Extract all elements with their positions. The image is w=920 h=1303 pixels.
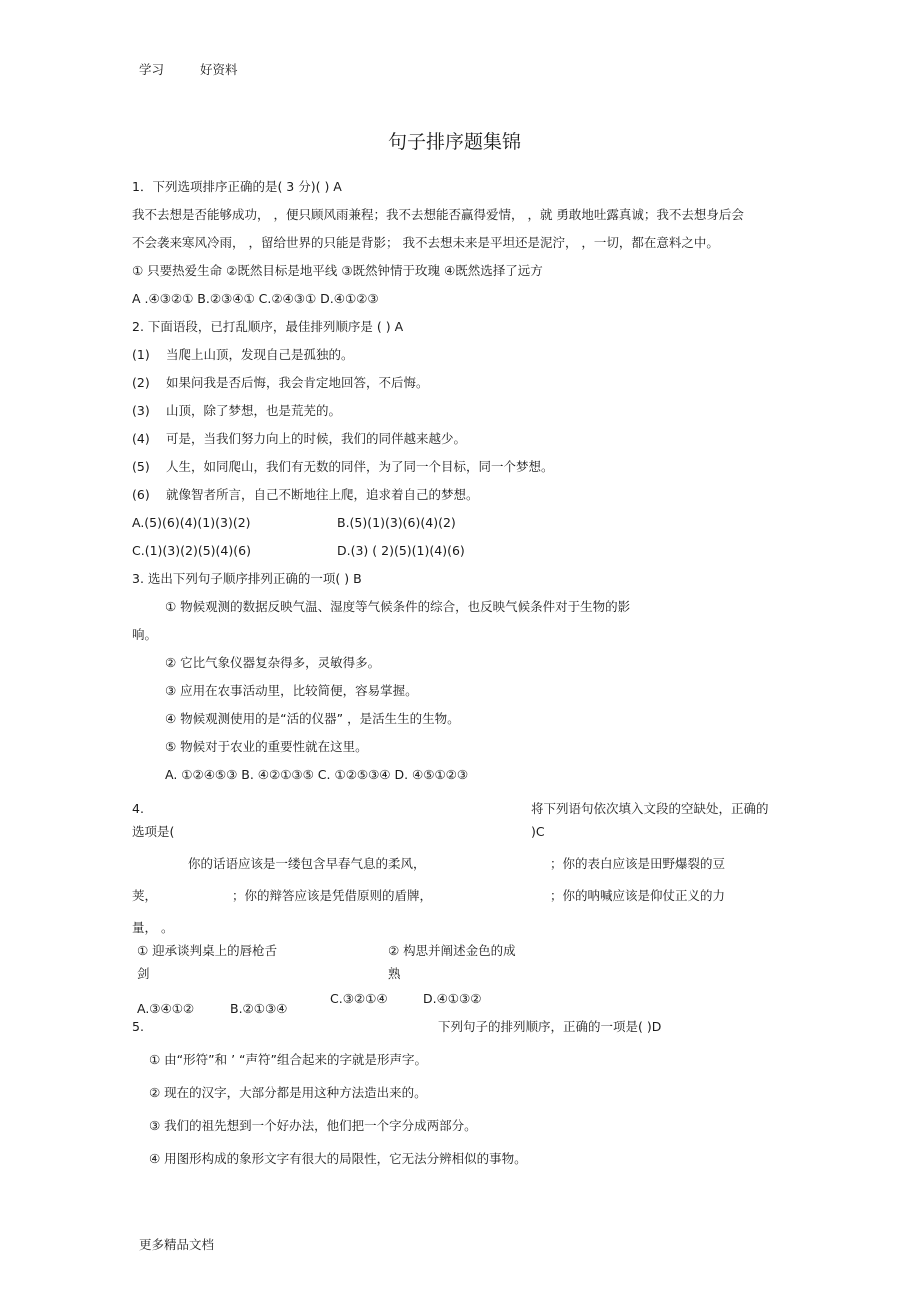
q4-item-1-cont: 剑 [137,966,150,981]
q2-item-text: 人生，如同爬山，我们有无数的同伴，为了同一个目标，同一个梦想。 [166,459,554,474]
q2-item-text: 山顶，除了梦想，也是荒芜的。 [166,403,342,418]
header-left: 学习 [139,62,165,77]
q2-option-d: D.(3) ( 2)(5)(1)(4)(6) [337,543,465,558]
q3-item-5: ⑤ 物候对于农业的重要性就在这里。 [165,739,368,754]
q2-stem: 2. 下面语段，已打乱顺序，最佳排列顺序是 ( ) A [132,319,404,334]
q4-item-2: ② 构思并阐述金色的成 [388,943,516,958]
q2-item-text: 就像智者所言，自己不断地往上爬，追求着自己的梦想。 [166,487,479,502]
q4-passage-part: ；你的辩答应该是凭借原则的盾牌， [232,888,433,903]
q3-item-3: ③ 应用在农事活动里，比较简便，容易掌握。 [165,683,418,698]
page-title: 句子排序题集锦 [388,131,522,153]
q1-stem: 1．下列选项排序正确的是( 3 分)( ) A [132,179,342,194]
footer-text: 更多精品文档 [139,1237,215,1252]
q5-item-2: ② 现在的汉字，大部分都是用这种方法造出来的。 [149,1085,427,1100]
q2-item-text: 如果问我是否后悔，我会肯定地回答，不后悔。 [166,375,429,390]
q3-stem: 3. 选出下列句子顺序排列正确的一项( ) B [132,571,362,586]
q4-passage-part: 荚， [132,888,158,903]
q4-answer: )C [531,824,545,839]
q2-item-text: 可是，当我们努力向上的时候，我们的同伴越来越少。 [166,431,467,446]
q4-passage-part: 量， 。 [132,920,174,935]
q5-number: 5. [132,1019,144,1034]
q4-stem-left: 选项是( [132,824,175,839]
q2-option-c: C.(1)(3)(2)(5)(4)(6) [132,543,251,558]
q4-passage-part: ；你的表白应该是田野爆裂的豆 [550,856,726,871]
q4-option-a: A.③④①② [137,1001,195,1016]
q2-item-num: (3) [132,403,150,418]
q4-item-2-cont: 熟 [388,966,401,981]
q2-item-num: (1) [132,347,150,362]
q5-item-1: ① 由“形符”和 ’ “声符”组合起来的字就是形声字。 [149,1052,428,1067]
q2-item-num: (2) [132,375,150,390]
q1-passage-line1: 我不去想是否能够成功， ，便只顾风雨兼程；我不去想能否赢得爱情， ，就 勇敢地吐露真诚；我不去想身后会 [132,207,744,222]
q5-stem: 下列句子的排列顺序，正确的一项是( )D [438,1019,662,1034]
q3-item-4: ④ 物候观测使用的是“活的仪器” ，是活生生的生物。 [165,711,460,726]
header-right: 好资料 [200,62,238,77]
q2-item-num: (6) [132,487,150,502]
q4-passage-part: 你的话语应该是一缕包含早春气息的柔风， [188,856,426,871]
q4-item-1: ① 迎承谈判桌上的唇枪舌 [137,943,278,958]
q2-item-text: 当爬上山顶，发现自己是孤独的。 [166,347,354,362]
q2-item-num: (4) [132,431,150,446]
q1-items: ① 只要热爱生命 ②既然目标是地平线 ③既然钟情于玫瑰 ④既然选择了远方 [132,263,543,278]
q3-item-1-cont: 响。 [132,627,158,642]
q2-option-a: A.(5)(6)(4)(1)(3)(2) [132,515,251,530]
q3-item-2: ② 它比气象仪器复杂得多，灵敏得多。 [165,655,381,670]
q4-number: 4. [132,801,144,816]
q3-options: A. ①②④⑤③ B. ④②①③⑤ C. ①②⑤③④ D. ④⑤①②③ [165,767,469,782]
q1-passage-line2: 不会袭来寒风冷雨， ，留给世界的只能是背影； 我不去想未来是平坦还是泥泞， ，一切，都在意料之中。 [132,235,719,250]
q2-item-num: (5) [132,459,150,474]
q1-options: A .④③②① B.②③④① C.②④③① D.④①②③ [132,291,379,306]
q2-option-b: B.(5)(1)(3)(6)(4)(2) [337,515,456,530]
q4-option-b: B.②①③④ [230,1001,288,1016]
q4-option-c: C.③②①④ [330,991,388,1006]
q5-item-3: ③ 我们的祖先想到一个好办法，他们把一个字分成两部分。 [149,1118,477,1133]
q4-passage-part: ；你的呐喊应该是仰仗正义的力 [550,888,726,903]
q3-item-1: ① 物候观测的数据反映气温、湿度等气候条件的综合，也反映气候条件对于生物的影 [165,599,631,614]
q5-item-4: ④ 用图形构成的象形文字有很大的局限性，它无法分辨相似的事物。 [149,1151,527,1166]
q4-stem-right: 将下列语句依次填入文段的空缺处，正确的 [531,801,769,816]
q4-option-d: D.④①③② [423,991,482,1006]
